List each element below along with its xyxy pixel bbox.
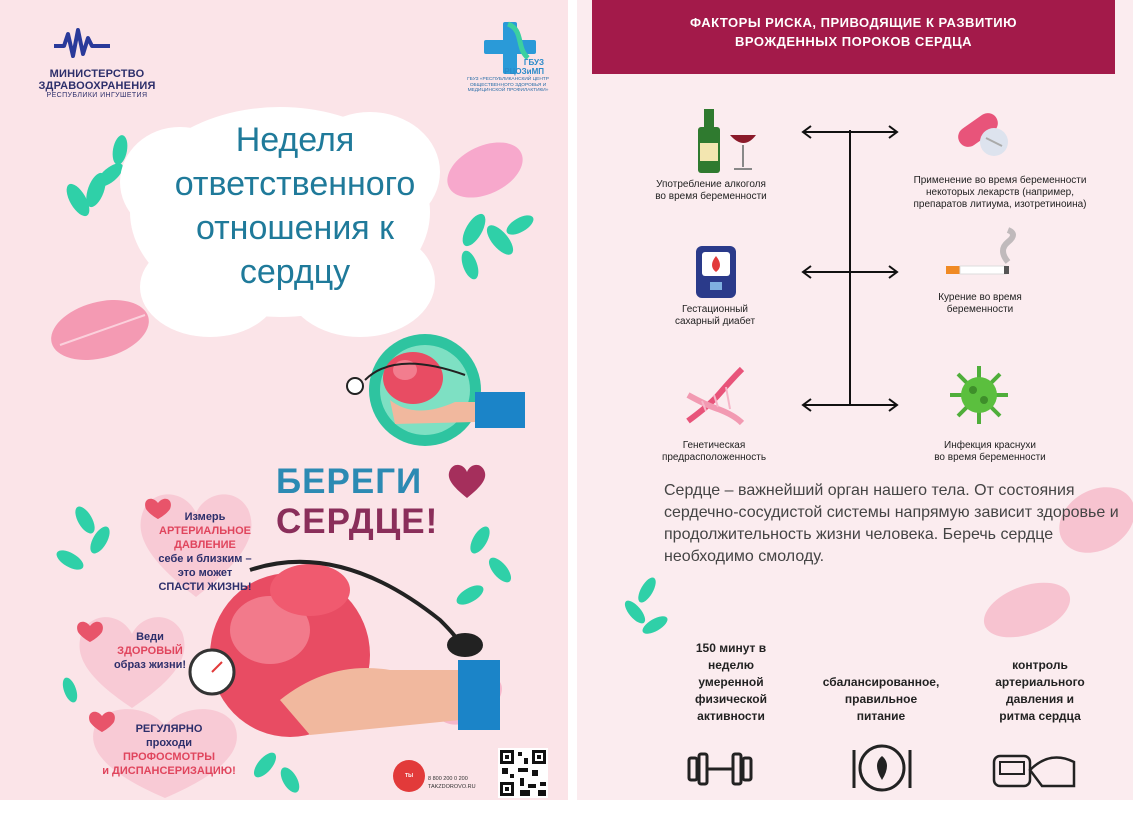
badge1-line: Измерь — [184, 511, 226, 523]
recommendation-line: умеренной — [698, 675, 764, 689]
hotline-phone: 8 800 200 0 200 — [428, 776, 468, 782]
recommendation-line: сбалансированное, — [822, 675, 940, 689]
badge1-line: себе и близким – — [158, 553, 252, 565]
recommendation-line: 150 минут в — [695, 641, 767, 655]
factor-diabetes — [650, 304, 780, 328]
poster-title — [150, 118, 440, 294]
recommendation-line: контроль — [1012, 658, 1068, 672]
title-line: сердцу — [239, 253, 351, 291]
factor-line: Курение во время — [938, 292, 1022, 303]
badge1-line: это может — [177, 567, 233, 579]
gbuz-description: ГБУЗ «РЕСПУБЛИКАНСКИЙ ЦЕНТР ОБЩЕСТВЕННОГО ЗДОРОВЬЯ И МЕДИЦИНСКОЙ ПРОФИЛАКТИКИ» — [467, 77, 549, 93]
banner-line1: ФАКТОРЫ РИСКА, ПРИВОДЯЩИЕ К РАЗВИТИЮ — [690, 15, 1017, 30]
recommendation-line: неделю — [707, 658, 755, 672]
factor-line: Гестационный — [681, 304, 749, 315]
banner-title — [592, 13, 1115, 51]
badge3-line: РЕГУЛЯРНО — [135, 723, 203, 735]
virus-icon — [946, 362, 1012, 428]
recommendation-line: давления и — [1006, 692, 1074, 706]
slogan-line1: БЕРЕГИ — [276, 462, 423, 501]
risk-arrows-diagram — [795, 120, 905, 420]
dumbbell-icon — [685, 748, 755, 788]
ministry-line3: РЕСПУБЛИКИ ИНГУШЕТИЯ — [46, 92, 148, 99]
factor-line: сахарный диабет — [674, 316, 756, 327]
panel-gap — [568, 0, 577, 800]
alcohol-icon — [690, 105, 770, 175]
factor-rubella — [915, 440, 1065, 464]
recommendation-line: ритма сердца — [999, 709, 1081, 723]
qr-code-icon[interactable] — [498, 748, 548, 798]
banner-line2: ВРОЖДЕННЫХ ПОРОКОВ СЕРДЦА — [735, 34, 972, 49]
badge-checkups — [84, 722, 254, 778]
factor-line: беременности — [946, 304, 1014, 315]
tonometer-icon — [990, 740, 1080, 792]
glucometer-icon — [692, 242, 742, 302]
badge3-highlight: ПРОФОСМОТРЫ — [123, 751, 215, 763]
badge2-highlight: ЗДОРОВЫЙ — [117, 645, 183, 657]
pulse-logo-icon — [52, 28, 112, 60]
ministry-line2: ЗДРАВООХРАНЕНИЯ — [38, 80, 156, 92]
hotline-site: TAKZDOROVO.RU — [428, 784, 476, 790]
factor-smoking — [915, 292, 1045, 316]
heart-importance-paragraph: Сердце – важнейший орган нашего тела. От состояния сердечно-сосудистой системы напрямую зависит здоровье и продолжительность жизни человека. Беречь сердце необходимо смолоду. — [664, 482, 1119, 565]
factor-alcohol — [636, 179, 786, 203]
title-line: отношения к — [195, 209, 395, 247]
badge3-highlight: и ДИСПАНСЕРИЗАЦИЮ! — [102, 765, 236, 777]
left-poster — [0, 0, 568, 811]
recommendation-line: правильное — [844, 692, 918, 706]
gbuz-name2: РЦОЗиМП — [504, 67, 544, 76]
gbuz-logo-text — [462, 58, 554, 94]
gbuz-name1: ГБУЗ — [523, 58, 544, 67]
factor-genetics — [644, 440, 784, 464]
badge1-line: СПАСТИ ЖИЗНЬ! — [158, 581, 252, 593]
badge2-line: образ жизни! — [113, 659, 187, 671]
factor-line: Применение во время беременности — [913, 175, 1087, 186]
dna-icon — [680, 365, 750, 425]
badge1-highlight: АРТЕРИАЛЬНОЕ — [159, 525, 251, 537]
hotline-contacts — [428, 775, 476, 791]
badge1-highlight: ДАВЛЕНИЕ — [174, 539, 236, 551]
factor-line: предрасположенность — [661, 452, 767, 463]
recommendation-nutrition — [806, 674, 956, 725]
factor-line: препаратов литиума, изотретиноина) — [913, 199, 1087, 210]
recommendation-line: физической — [695, 692, 767, 706]
slogan-line2: СЕРДЦЕ! — [276, 502, 439, 541]
factor-line: Инфекция краснухи — [944, 440, 1036, 451]
recommendation-line: активности — [697, 709, 765, 723]
badge-healthy-life — [100, 630, 200, 672]
factor-line: во время беременности — [934, 452, 1046, 463]
recommendation-activity — [676, 640, 786, 725]
factor-line: Генетическая — [682, 440, 746, 451]
recommendation-pressure-control — [974, 657, 1106, 725]
factor-line: во время беременности — [655, 191, 767, 202]
healthy-plate-icon — [850, 738, 914, 798]
heart-in-hand-illustration — [335, 330, 525, 450]
title-line: ответственного — [174, 165, 416, 203]
recommendation-line: питание — [856, 709, 906, 723]
factor-line: некоторых лекарств (например, — [925, 187, 1074, 198]
factor-medications — [900, 175, 1100, 211]
title-line: Неделя — [235, 121, 355, 159]
badge-measure-pressure — [144, 510, 266, 594]
heart-icon — [446, 462, 488, 500]
pills-icon — [952, 102, 1012, 162]
recommendation-line: артериального — [995, 675, 1085, 689]
hotline-logo: ТЫ СИЛЬНЕЕ — [393, 760, 425, 792]
ministry-line1: МИНИСТЕРСТВО — [49, 68, 145, 80]
cigarette-icon — [942, 232, 1022, 282]
factor-line: Употребление алкоголя — [656, 179, 766, 190]
badge2-line: Веди — [136, 631, 164, 643]
badge3-line: проходи — [146, 737, 192, 749]
